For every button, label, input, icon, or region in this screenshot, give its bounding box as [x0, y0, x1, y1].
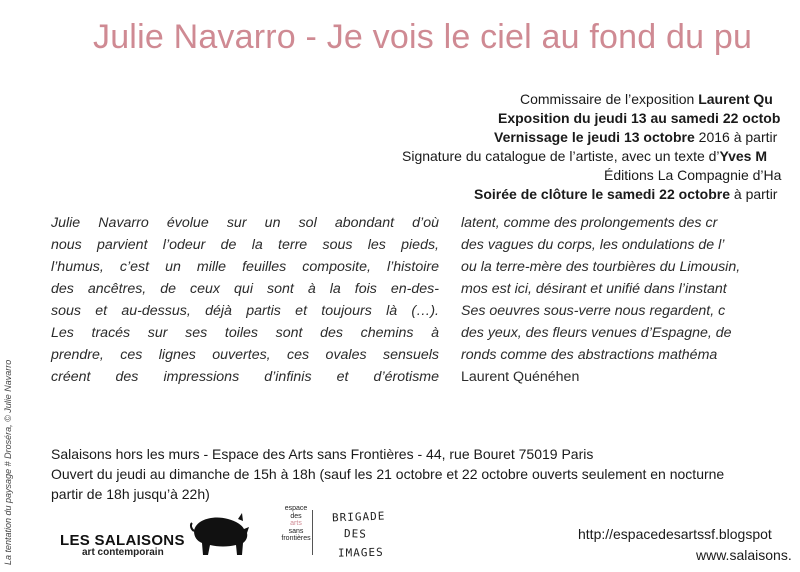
text-line: des ancêtres, de ceux qui sont à la fois en-des-: [51, 281, 439, 297]
vernissage-line: [494, 128, 777, 147]
links: [578, 524, 800, 566]
opening-hours-continued: partir de 18h jusqu’à 22h): [51, 486, 210, 502]
brigade-logo-line: IMAGES: [337, 545, 384, 560]
espace-logo-line: des: [290, 512, 302, 520]
brigade-logo-line: DES: [343, 527, 368, 541]
text-line: des yeux, des fleurs venues d’Espagne, de: [461, 325, 732, 341]
website-link[interactable]: www.salaisons.: [696, 547, 792, 563]
exhibition-dates-text: Exposition du jeudi 13 au samedi 22 octob: [498, 110, 781, 126]
espace-logo-line: arts: [290, 520, 302, 528]
salaisons-logo: LES SALAISONS: [60, 532, 185, 549]
editions-line: Éditions La Compagnie d’Ha: [604, 167, 782, 183]
text-line: prendre, ces lignes ouvertes, ces ovales sensuels: [51, 347, 439, 363]
blog-link[interactable]: http://espacedesartssf.blogspot: [578, 526, 772, 542]
text-column-left: [51, 212, 439, 388]
curator-name: Laurent Qu: [698, 91, 773, 107]
exhibition-dates: [498, 109, 780, 128]
venue-info: [51, 444, 724, 504]
text-line: Les tracés sur ses toiles sont des chemins à: [51, 325, 439, 341]
closing-date: Soirée de clôture le samedi 22 octobre: [474, 186, 730, 202]
espace-logo-line: espace: [284, 505, 308, 512]
page-title: Julie Navarro - Je vois le ciel au fond du pu: [93, 18, 753, 56]
vernissage-rest: 2016 à partir: [694, 129, 778, 145]
text-line: Ses oeuvres sous-verre nous regardent, c: [461, 303, 726, 319]
text-line: sous et au-dessus, déjà partis et toujours là (…).: [51, 303, 439, 319]
text-column-right: [461, 212, 800, 388]
text-line: des vagues du corps, les ondulations de l’: [461, 237, 725, 253]
opening-hours: Ouvert du jeudi au dimanche de 15h à 18h (sauf les 21 octobre et 22 octobre ouverts seulement en nocturne: [51, 466, 725, 482]
vernissage-date: Vernissage le jeudi 13 octobre: [494, 129, 695, 145]
signature-author: Yves M: [719, 148, 768, 164]
signature-prefix: Signature du catalogue de l’artiste, avec un texte d’: [402, 148, 720, 164]
brigade-logo-line: BRIGADE: [331, 509, 386, 525]
text-line: nous parvient l’odeur de la terre sous les pieds,: [51, 237, 439, 253]
text-line: l’humus, c’est un mille feuilles composite, l’histoire: [51, 259, 439, 275]
curator-prefix: Commissaire de l’exposition: [520, 91, 699, 107]
pig-icon: [188, 509, 250, 559]
text-signature: Laurent Quénéhen: [461, 369, 580, 385]
text-line: ou la terre-mère des tourbières du Limousin,: [461, 259, 741, 275]
image-caption: La tentation du paysage # Droséra, © Julie Navarro: [3, 359, 13, 565]
text-line: ronds comme des abstractions mathéma: [461, 347, 718, 363]
venue-address: Salaisons hors les murs - Espace des Arts sans Frontières - 44, rue Bouret 75019 Paris: [51, 446, 594, 462]
text-line: latent, comme des prolongements des cr: [461, 215, 718, 231]
text-line: mos est ici, désirant et unifié dans l’instant: [461, 281, 727, 297]
closing-rest: à partir: [730, 186, 778, 202]
curator-line: [520, 90, 773, 109]
brigade-des-images-logo: [332, 508, 412, 562]
espace-logo-line: sans: [288, 527, 304, 535]
espace-logo-line: frontières: [281, 535, 311, 543]
signature-line: [402, 147, 767, 166]
text-line: Julie Navarro évolue sur un sol abondant d’où: [51, 215, 439, 231]
salaisons-logo-subtitle: art contemporain: [82, 547, 164, 558]
logo-divider: [312, 510, 313, 555]
text-line: créent des impressions d’infinis et d’érotisme: [51, 369, 439, 385]
closing-line: [474, 185, 777, 204]
